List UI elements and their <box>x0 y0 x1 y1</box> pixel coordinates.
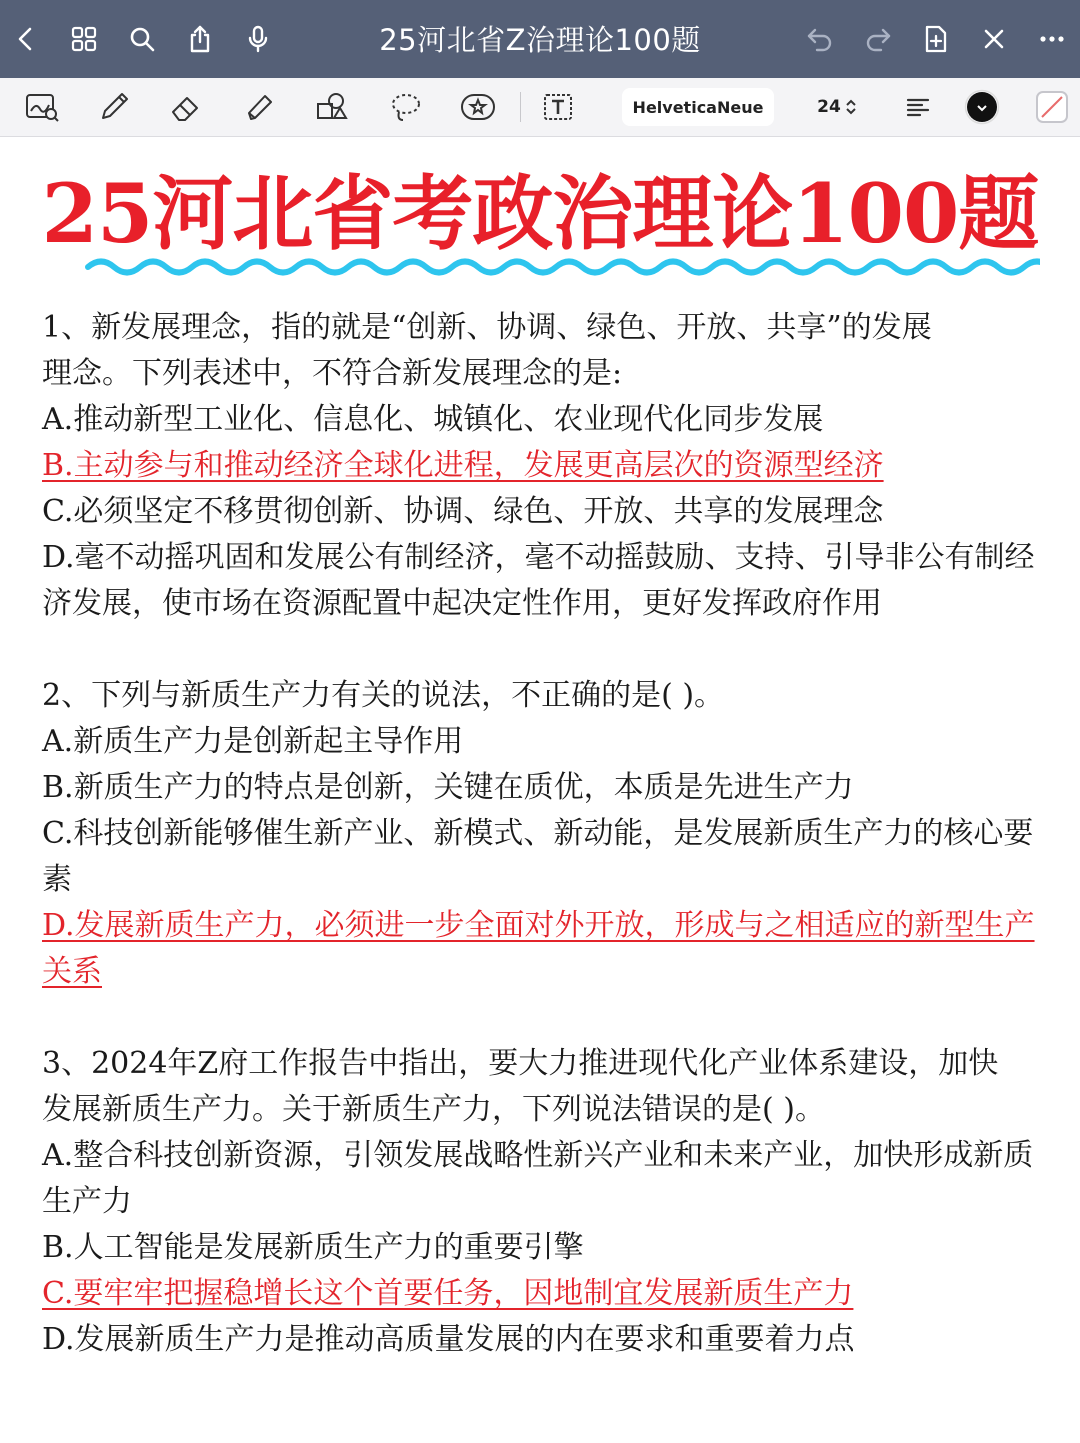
question-2-stem: 2、下列与新质生产力有关的说法，不正确的是( )。 <box>42 678 725 713</box>
question-2-option-c: C.科技创新能够催生新产业、新模式、新动能，是发展新质生产力的核心要素 <box>42 816 1034 897</box>
sticker-icon[interactable] <box>458 87 498 127</box>
question-1-stem-line-1: 1、新发展理念，指的就是“创新、协调、绿色、开放、共享”的发展 <box>42 310 932 345</box>
question-1-option-c: C.必须坚定不移贯彻创新、协调、绿色、开放、共享的发展理念 <box>42 494 884 529</box>
no-color-icon[interactable] <box>1032 87 1072 127</box>
pen-icon[interactable] <box>94 87 134 127</box>
eraser-icon[interactable] <box>166 87 206 127</box>
question-2-option-a: A.新质生产力是创新起主导作用 <box>42 724 464 759</box>
toolbar-divider <box>520 92 521 122</box>
question-list <box>42 305 1042 1363</box>
question-2-option-b: B.新质生产力的特点是创新，关键在质优，本质是先进生产力 <box>42 770 854 805</box>
stepper-icon <box>845 98 857 116</box>
question-1-stem-line-2: 理念。下列表述中，不符合新发展理念的是: <box>42 356 623 391</box>
annotation-toolbar <box>0 78 1080 137</box>
font-size-picker[interactable] <box>806 88 868 126</box>
font-size-value: 24 <box>817 97 841 117</box>
add-page-icon[interactable] <box>916 19 956 59</box>
window-title: 25河北省Z治理论100题 <box>379 23 701 57</box>
question-3-option-b: B.人工智能是发展新质生产力的重要引擎 <box>42 1230 584 1265</box>
image-text-tool-icon[interactable] <box>22 87 62 127</box>
question-3-option-d: D.发展新质生产力是推动高质量发展的内在要求和重要着力点 <box>42 1322 855 1357</box>
question-3-option-a: A.整合科技创新资源，引领发展战略性新兴产业和未来产业，加快形成新质生产力 <box>42 1138 1034 1219</box>
undo-icon[interactable] <box>800 19 840 59</box>
font-name-picker[interactable]: HelveticaNeue <box>622 88 774 126</box>
lasso-icon[interactable] <box>386 87 426 127</box>
highlighter-icon[interactable] <box>240 87 280 127</box>
question-1-option-d: D.毫不动摇巩固和发展公有制经济，毫不动摇鼓励、支持、引导非公有制经济发展，使市场在资源配置中起决定性作用，更好发挥政府作用 <box>42 540 1035 621</box>
color-swatch-icon[interactable] <box>962 87 1002 127</box>
question-2-option-d-answer: D.发展新质生产力，必须进一步全面对外开放，形成与之相适应的新型生产关系 <box>42 908 1035 989</box>
question-1-option-b-answer: B.主动参与和推动经济全球化进程，发展更高层次的资源型经济 <box>42 448 884 483</box>
document-title: 25河北省考政治理论100题 <box>41 167 1039 262</box>
close-icon[interactable] <box>974 19 1014 59</box>
question-3-stem-line-2: 发展新质生产力。关于新质生产力，下列说法错误的是( )。 <box>42 1092 825 1127</box>
text-tool-icon[interactable] <box>538 87 578 127</box>
redo-icon[interactable] <box>858 19 898 59</box>
question-3-option-c-answer: C.要牢牢把握稳增长这个首要任务，因地制宜发展新质生产力 <box>42 1276 854 1311</box>
question-3-stem-line-1: 3、2024年Z府工作报告中指出，要大力推进现代化产业体系建设，加快 <box>42 1046 999 1081</box>
top-bar <box>0 0 1080 78</box>
wavy-underline <box>84 252 1040 282</box>
shapes-icon[interactable] <box>312 87 352 127</box>
more-icon[interactable] <box>1032 19 1072 59</box>
align-icon[interactable] <box>898 87 938 127</box>
question-1-option-a: A.推动新型工业化、信息化、城镇化、农业现代化同步发展 <box>42 402 824 437</box>
